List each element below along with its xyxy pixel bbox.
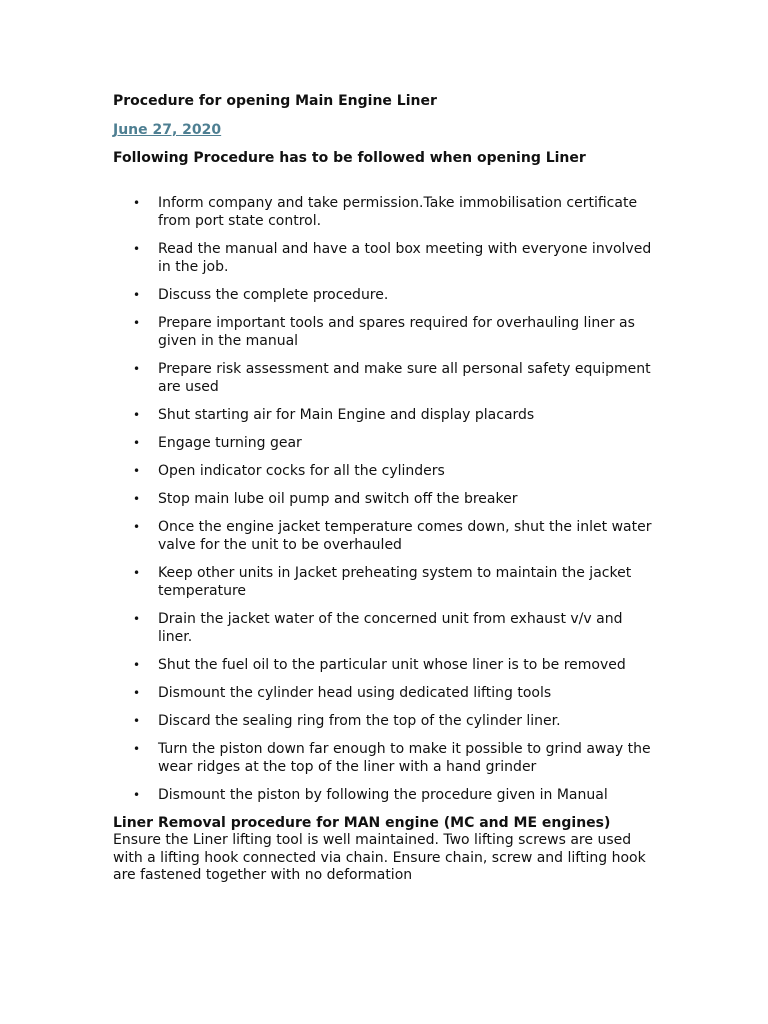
bullet-icon: • — [133, 714, 141, 728]
bullet-icon: • — [133, 520, 141, 534]
step-text: Once the engine jacket temperature comes down, shut the inlet water valve for the unit to be overhauled — [158, 519, 652, 553]
step-text: Shut the fuel oil to the particular unit whose liner is to be removed — [158, 657, 626, 673]
page-title: Procedure for opening Main Engine Liner — [113, 93, 437, 109]
bullet-icon: • — [133, 612, 141, 626]
bullet-icon: • — [133, 362, 141, 376]
list-item — [113, 684, 658, 702]
list-item — [113, 286, 658, 304]
step-text: Engage turning gear — [158, 435, 302, 451]
list-item — [113, 564, 658, 600]
step-text: Keep other units in Jacket preheating system to maintain the jacket temperature — [158, 565, 632, 599]
step-text: Prepare important tools and spares required for overhauling liner as given in the manual — [158, 315, 635, 349]
bullet-icon: • — [133, 196, 141, 210]
list-item — [113, 314, 658, 350]
list-item — [113, 610, 658, 646]
document-content — [113, 91, 658, 885]
step-text: Drain the jacket water of the concerned unit from exhaust v/v and liner. — [158, 611, 623, 645]
list-item — [113, 712, 658, 730]
bullet-icon: • — [133, 686, 141, 700]
step-text: Prepare risk assessment and make sure all personal safety equipment are used — [158, 361, 651, 395]
section-paragraph: Ensure the Liner lifting tool is well maintained. Two lifting screws are used with a lifting hook connected via chain. Ensure chain, screw and lifting hook are fastened together with no deformation — [113, 832, 646, 883]
list-item — [113, 406, 658, 424]
bullet-icon: • — [133, 658, 141, 672]
bullet-icon: • — [133, 436, 141, 450]
step-text: Discard the sealing ring from the top of the cylinder liner. — [158, 713, 561, 729]
list-item — [113, 740, 658, 776]
step-text: Stop main lube oil pump and switch off the breaker — [158, 491, 518, 507]
bullet-icon: • — [133, 242, 141, 256]
list-item — [113, 490, 658, 508]
bullet-icon: • — [133, 464, 141, 478]
step-text: Discuss the complete procedure. — [158, 287, 389, 303]
list-item — [113, 240, 658, 276]
bullet-icon: • — [133, 408, 141, 422]
step-text: Dismount the cylinder head using dedicated lifting tools — [158, 685, 552, 701]
bullet-icon: • — [133, 288, 141, 302]
list-item — [113, 518, 658, 554]
step-text: Turn the piston down far enough to make it possible to grind away the wear ridges at the top of the liner with a hand grinder — [158, 741, 651, 775]
list-item — [113, 786, 658, 804]
bullet-icon: • — [133, 566, 141, 580]
list-item — [113, 360, 658, 396]
procedure-steps-list — [113, 194, 658, 804]
procedure-subtitle: Following Procedure has to be followed when opening Liner — [113, 150, 586, 166]
step-text: Inform company and take permission.Take immobilisation certificate from port state control. — [158, 195, 638, 229]
list-item — [113, 434, 658, 452]
bullet-icon: • — [133, 742, 141, 756]
section-heading: Liner Removal procedure for MAN engine (MC and ME engines) — [113, 815, 611, 831]
date-link[interactable]: June 27, 2020 — [113, 122, 222, 138]
bullet-icon: • — [133, 316, 141, 330]
list-item — [113, 194, 658, 230]
step-text: Read the manual and have a tool box meeting with everyone involved in the job. — [158, 241, 652, 275]
bullet-icon: • — [133, 492, 141, 506]
step-text: Dismount the piston by following the procedure given in Manual — [158, 787, 608, 803]
list-item — [113, 656, 658, 674]
step-text: Shut starting air for Main Engine and display placards — [158, 407, 535, 423]
bullet-icon: • — [133, 788, 141, 802]
step-text: Open indicator cocks for all the cylinders — [158, 463, 445, 479]
list-item — [113, 462, 658, 480]
